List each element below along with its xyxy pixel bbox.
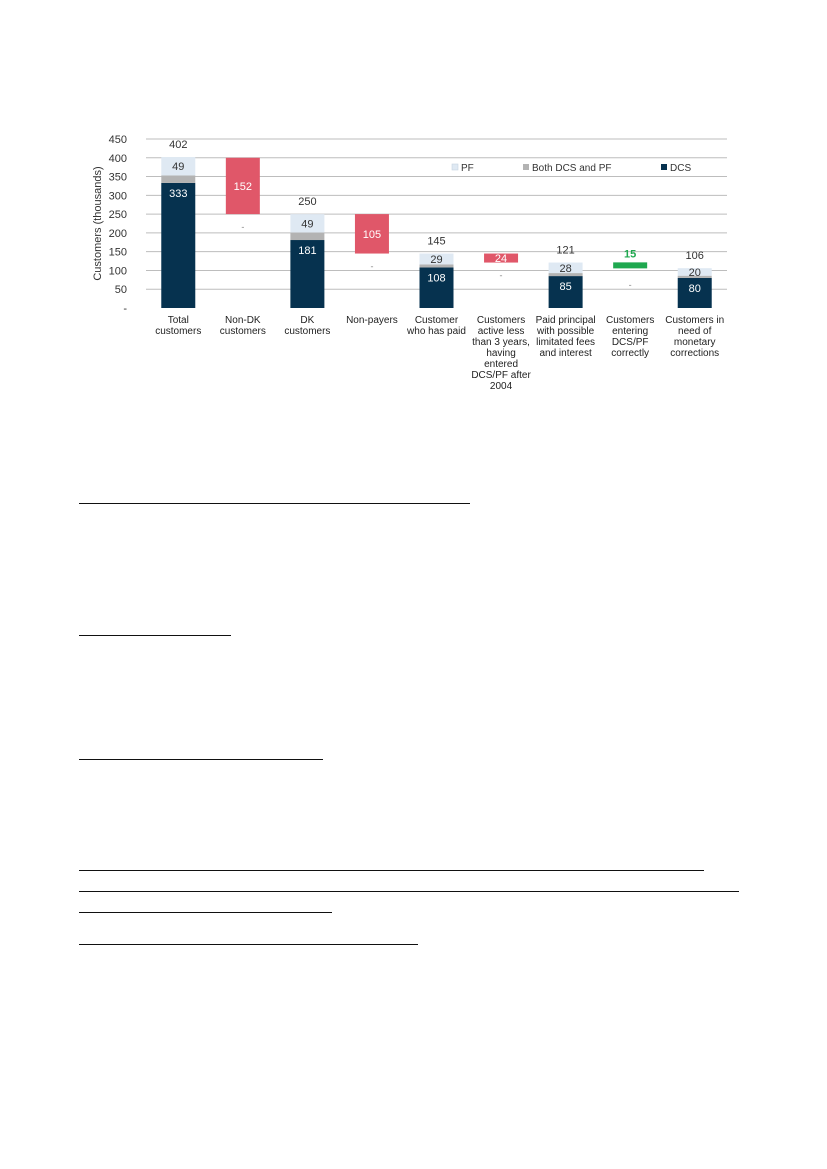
underline-rule xyxy=(79,759,323,760)
data-label-total: 121 xyxy=(556,244,575,257)
data-label-zero: - xyxy=(499,270,503,281)
data-label-total: 250 xyxy=(298,196,317,209)
bar-both xyxy=(290,233,324,241)
legend-swatch-pf xyxy=(452,164,458,170)
legend-label: Both DCS and PF xyxy=(532,163,612,174)
data-label-dcs: 181 xyxy=(298,245,317,258)
y-tick-label: 300 xyxy=(108,190,127,203)
y-tick-label: 150 xyxy=(108,246,127,259)
y-tick-label: 400 xyxy=(108,152,127,165)
x-tick-label: DK customers xyxy=(284,315,331,337)
x-tick-label: Total customers xyxy=(155,315,202,337)
underline-rule xyxy=(79,891,739,892)
y-tick-label: 200 xyxy=(108,227,127,240)
data-label-pf: 20 xyxy=(688,266,701,279)
data-label-decrease: 105 xyxy=(362,228,382,241)
legend-swatch-dcs xyxy=(661,164,667,170)
data-label-pf: 28 xyxy=(559,262,572,275)
data-label-dcs: 80 xyxy=(688,282,701,295)
y-tick-label: 450 xyxy=(108,134,127,146)
underline-rule xyxy=(79,912,332,913)
chart-svg xyxy=(0,0,827,420)
y-tick-label: 350 xyxy=(108,171,127,184)
data-label-pf: 49 xyxy=(172,161,185,174)
legend-label: DCS xyxy=(670,163,692,174)
legend-label: PF xyxy=(461,163,474,174)
y-tick-label: - xyxy=(123,303,127,315)
legend-swatch-both xyxy=(523,164,529,170)
data-label-decrease: 152 xyxy=(233,180,253,193)
x-tick-label: Customers in need of monetary corrections xyxy=(665,315,725,359)
data-label-pf: 49 xyxy=(301,218,314,231)
data-label-dcs: 108 xyxy=(427,272,446,285)
bar-both xyxy=(161,175,195,183)
chart-area xyxy=(0,0,827,420)
bar-dcs xyxy=(161,183,195,308)
underline-rule xyxy=(79,635,231,636)
y-tick-label: 250 xyxy=(108,209,127,222)
bar-adjustment xyxy=(613,262,647,268)
underline-rule xyxy=(79,503,470,504)
y-axis-label: Customers (thousands) xyxy=(92,166,104,281)
underline-rule xyxy=(79,944,418,945)
x-tick-label: Non-payers xyxy=(346,315,398,326)
x-tick-label: Customers entering DCS/PF correctly xyxy=(605,315,655,359)
data-label-pf: 29 xyxy=(430,253,443,266)
x-tick-label: Customers active less than 3 years, having entered DCS/PF after 2004 xyxy=(471,315,531,392)
x-tick-label: Paid principal with possible limitated fees and interest xyxy=(535,315,596,359)
data-label-adjustment: 15 xyxy=(624,248,637,261)
data-label-dcs: 85 xyxy=(559,281,572,294)
data-label-zero: - xyxy=(628,280,632,291)
data-label-total: 402 xyxy=(169,139,188,152)
y-tick-label: 100 xyxy=(108,265,127,278)
data-label-zero: - xyxy=(241,222,245,233)
underline-rule xyxy=(79,870,704,871)
data-label-decrease: 24 xyxy=(494,253,508,266)
data-label-total: 145 xyxy=(427,235,446,248)
x-tick-label: Non-DK customers xyxy=(219,315,266,337)
y-tick-label: 50 xyxy=(114,284,127,297)
data-label-zero: - xyxy=(370,261,374,272)
data-label-total: 106 xyxy=(685,250,704,263)
x-tick-label: Customer who has paid xyxy=(407,315,466,337)
waterfall-chart xyxy=(0,0,827,425)
data-label-dcs: 333 xyxy=(169,187,188,200)
